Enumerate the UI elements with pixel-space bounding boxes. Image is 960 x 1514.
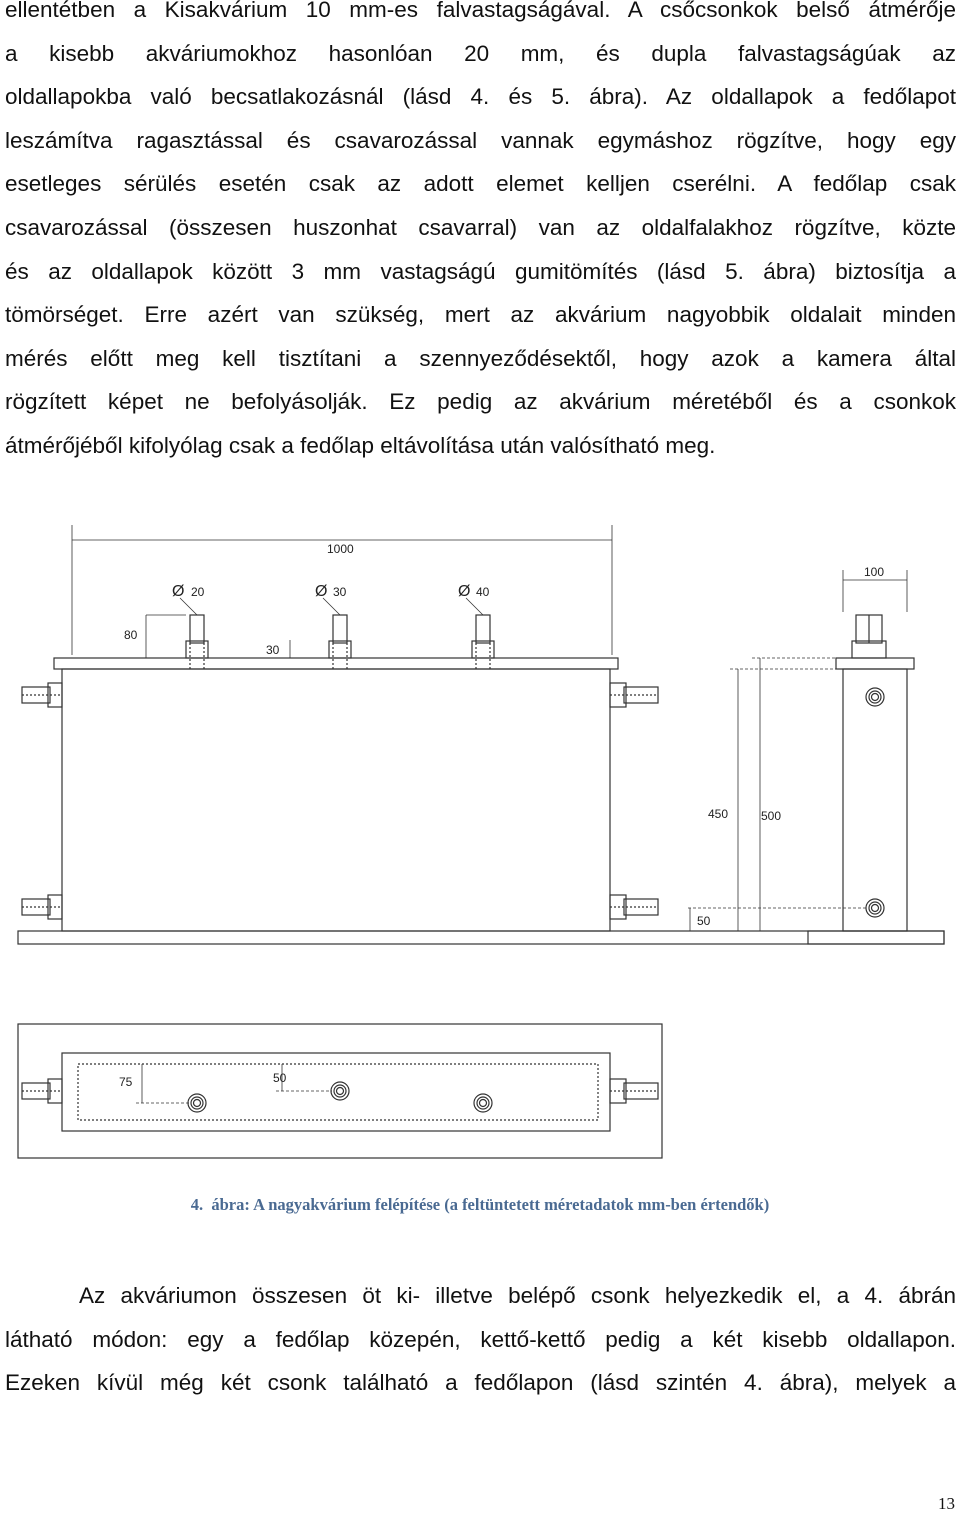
caption-number: 4. [190, 1195, 204, 1214]
side-lid [836, 658, 914, 669]
diameter-symbol: Ø [172, 583, 185, 600]
dim-outer-height: 500 [761, 809, 782, 823]
text-line: oldallapokba való becsatlakozásnál (lásd 4. és 5. ábra). Az oldallapok a fedőlapot [5, 84, 956, 110]
dim-pipe-height: 80 [124, 628, 138, 642]
text-line: látható módon: egy a fedőlap közepén, kettő-kettő pedig a két kisebb oldallapon. [5, 1326, 956, 1352]
dim-inner-height: 450 [708, 807, 729, 821]
text-line: csavarozással (összesen huszonhat csavarral) van az oldalfalakhoz rögzítve, közte [5, 214, 956, 240]
text-line: leszámítva ragasztással és csavarozással vannak egymáshoz rögzítve, hogy egy [5, 127, 956, 153]
top-paragraph [5, 0, 956, 468]
dim-pipe-offset: 30 [266, 643, 280, 657]
dim-top-view-1: 75 [119, 1075, 133, 1089]
dim-pipe3: 40 [476, 585, 490, 599]
text-line: mérés előtt meg kell tisztítani a szennyeződésektől, hogy azok a kamera által [5, 345, 956, 371]
text-line: Az akváriumon összesen öt ki- illetve belépő csonk helyezkedik el, a 4. ábrán [79, 1283, 956, 1308]
front-lid [54, 658, 618, 669]
base-plate [18, 931, 944, 944]
dim-top-view-2: 50 [273, 1071, 287, 1085]
dim-bottom-pipe: 50 [697, 914, 711, 928]
side-body [843, 669, 907, 931]
diameter-symbol: Ø [458, 583, 471, 600]
dim-pipe2: 30 [333, 585, 347, 599]
text-line: rögzített képet ne befolyásolják. Ez pedig az akvárium méretéből és a csonkok [5, 389, 956, 415]
caption-text: ábra: A nagyakvárium felépítése (a feltüntetett méretadatok mm-ben értendők) [211, 1195, 770, 1214]
dim-pipe1: 20 [191, 585, 205, 599]
text-line: a kisebb akváriumokhoz hasonlóan 20 mm, és dupla falvastagságúak az [5, 40, 956, 66]
text-line: tömörséget. Erre azért van szükség, mert az akvárium nagyobbik oldalait minden [5, 302, 956, 328]
page-number: 13 [938, 1494, 955, 1513]
dim-width: 1000 [327, 542, 354, 556]
dim-side-width: 100 [864, 565, 885, 579]
bottom-paragraph [5, 1274, 956, 1405]
aquarium-technical-drawing [0, 515, 960, 1175]
top-view-body [62, 1053, 610, 1131]
text-line: átmérőjéből kifolyólag csak a fedőlap eltávolítása után valósítható meg. [5, 432, 716, 458]
text-line: Ezeken kívül még két csonk található a fedőlapon (lásd szintén 4. ábra), melyek a [5, 1370, 956, 1396]
diameter-symbol: Ø [315, 583, 328, 600]
side-base [808, 931, 944, 944]
top-view-outer [18, 1024, 662, 1158]
text-line: és az oldallapok között 3 mm vastagságú gumitömítés (lásd 5. ábra) biztosítja a [5, 258, 956, 284]
text-line: esetleges sérülés esetén csak az adott elemet kelljen cserélni. A fedőlap csak [5, 171, 956, 197]
front-body [62, 669, 610, 931]
text-line: ellentétben a Kisakvárium 10 mm-es falvastagságával. A csőcsonkok belső átmérője [5, 0, 956, 22]
figure-caption [0, 1195, 960, 1215]
